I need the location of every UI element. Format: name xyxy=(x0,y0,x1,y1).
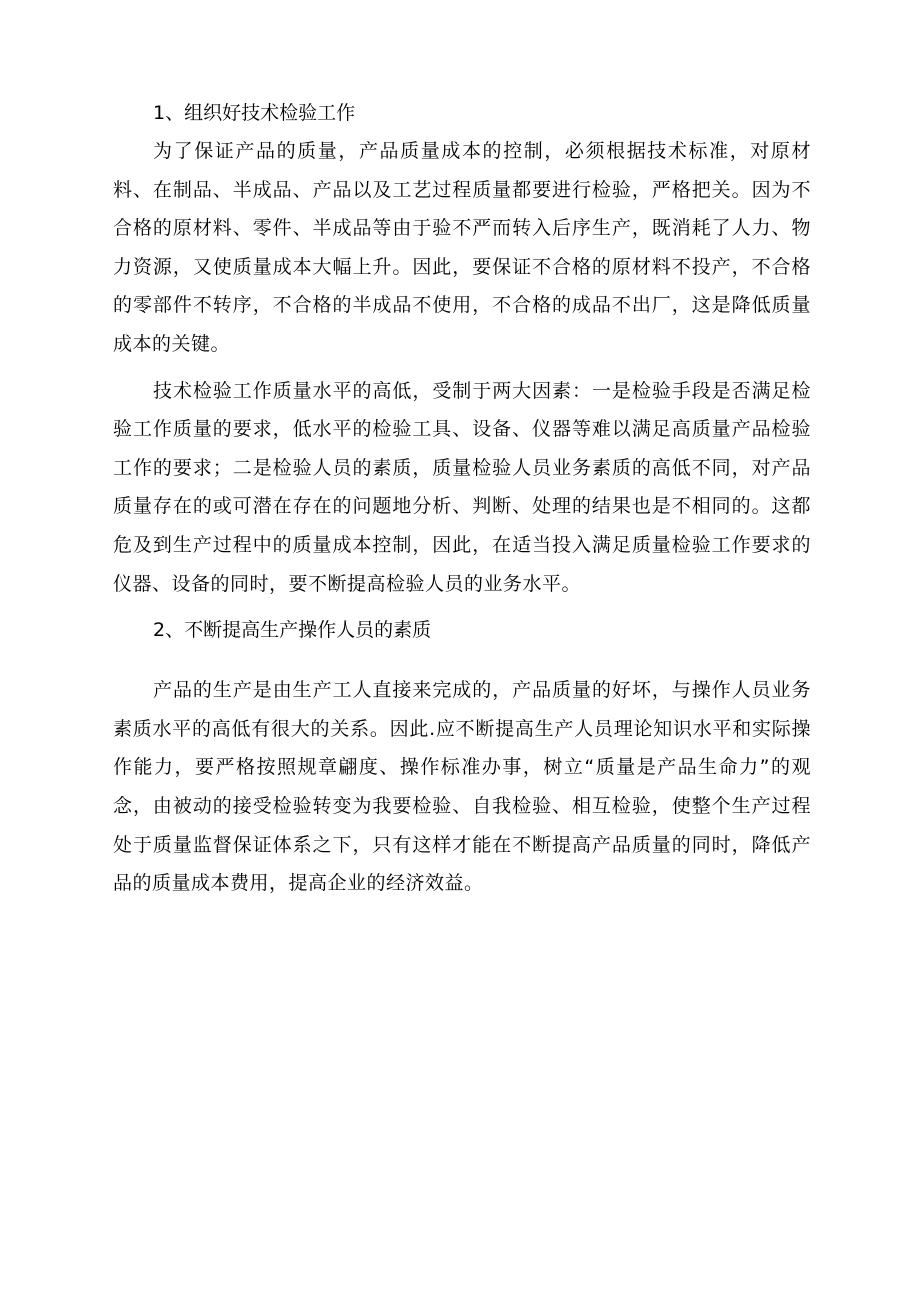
paragraph-1: 为了保证产品的质量，产品质量成本的控制，必须根据技术标准，对原材料、在制品、半成品、产品以及工艺过程质量都要进行检验，严格把关。因为不合格的原材料、零件、半成品等由于验不严而转入后序生产，既消耗了人力、物力资源，又使质量成本大幅上升。因此，要保证不合格的原材料不投产，不合格的零部件不转序，不合格的半成品不使用，不合格的成品不出厂，这是降低质量成本的关键。 xyxy=(113,140,811,355)
section-heading-1: 1、组织好技术检验工作 xyxy=(153,102,356,124)
document-body xyxy=(113,94,811,903)
paragraph-2: 技术检验工作质量水平的高低，受制于两大因素：一是检验手段是否满足检验工作质量的要求，低水平的检验工具、设备、仪器等难以满足高质量产品检验工作的要求；二是检验人员的素质，质量检验人员业务素质的高低不同，对产品质量存在的或可潜在存在的问题地分析、判断、处理的结果也是不相同的。这都危及到生产过程中的质量成本控制，因此，在适当投入满足质量检验工作要求的仪器、设备的同时，要不断提高检验人员的业务水平。 xyxy=(113,379,811,595)
paragraph-3: 产品的生产是由生产工人直接来完成的，产品质量的好坏，与操作人员业务素质水平的高低有很大的关系。因此.应不断提高生产人员理论知识水平和实际操作能力，要严格按照规章翩度、操作标准办事，树立“质量是产品生命力”的观念，由被动的接受检验转变为我要检验、自我检验、相互检验，使整个生产过程处于质量监督保证体系之下，只有这样才能在不断提高产品质量的同时，降低产品的质量成本费用，提高企业的经济效益。 xyxy=(113,679,811,895)
section-heading-2: 2、不断提高生产操作人员的素质 xyxy=(153,619,432,642)
